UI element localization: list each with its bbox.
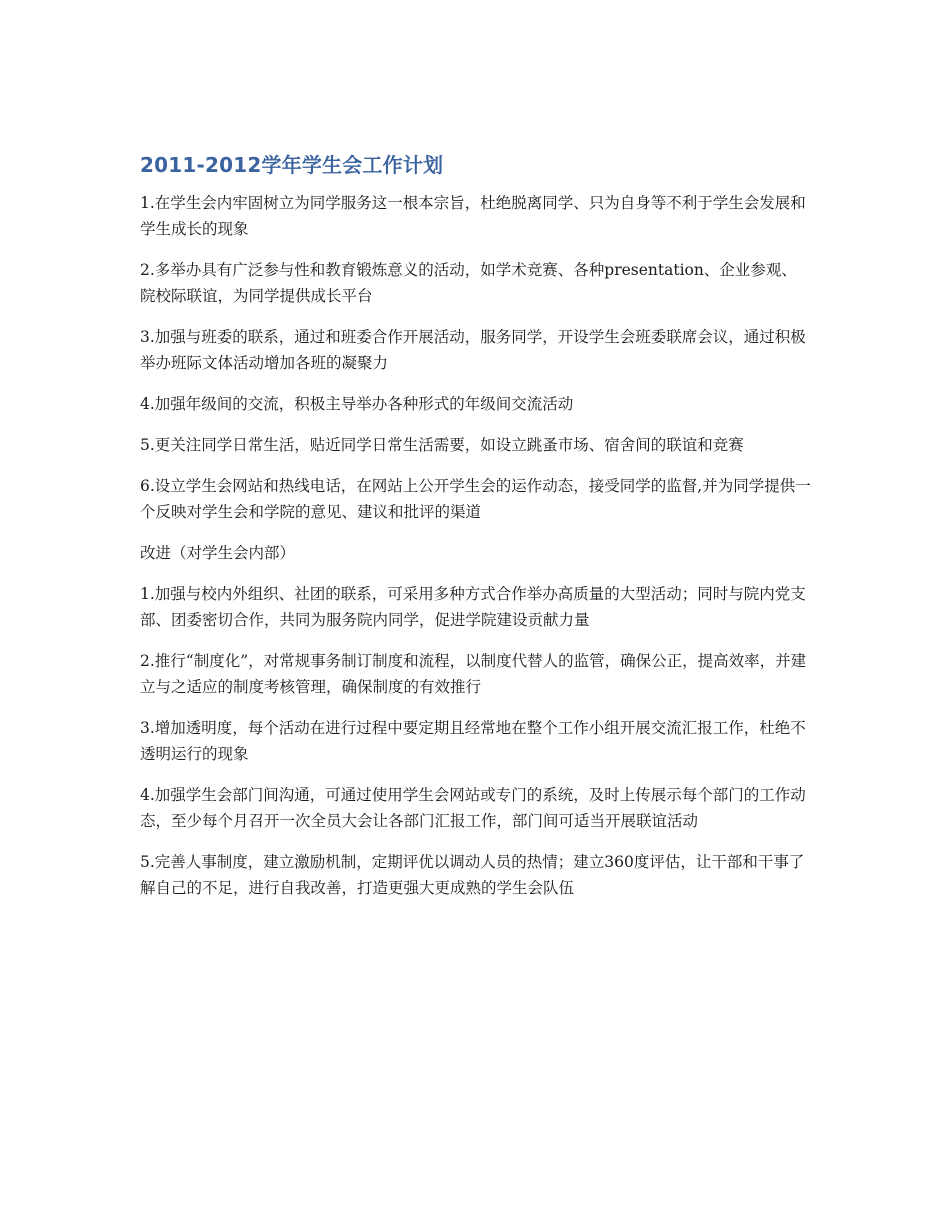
improvement-item-2: 2.推行“制度化”，对常规事务制订制度和流程，以制度代替人的监管，确保公正，提高效率，并建立与之适应的制度考核管理，确保制度的有效推行 <box>140 652 807 696</box>
improvement-item-1: 1.加强与校内外组织、社团的联系，可采用多种方式合作举办高质量的大型活动；同时与院内党支部、团委密切合作，共同为服务院内同学，促进学院建设贡献力量 <box>140 585 806 629</box>
document-title: 2011-2012学年学生会工作计划 <box>140 153 444 177</box>
plan-item-2: 2.多举办具有广泛参与性和教育锻炼意义的活动，如学术竞赛、各种presentation、企业参观、院校际联谊，为同学提供成长平台 <box>140 261 797 305</box>
improvement-item-4: 4.加强学生会部门间沟通，可通过使用学生会网站或专门的系统，及时上传展示每个部门的工作动态，至少每个月召开一次全员大会让各部门汇报工作，部门间可适当开展联谊活动 <box>140 786 806 830</box>
improvement-item-3: 3.增加透明度，每个活动在进行过程中要定期且经常地在整个工作小组开展交流汇报工作，杜绝不透明运行的现象 <box>140 719 806 763</box>
plan-item-4: 4.加强年级间的交流，积极主导举办各种形式的年级间交流活动 <box>140 395 574 413</box>
document-body <box>140 150 812 916</box>
plan-item-6: 6.设立学生会网站和热线电话，在网站上公开学生会的运作动态，接受同学的监督,并为同学提供一个反映对学生会和学院的意见、建议和批评的渠道 <box>140 477 811 521</box>
plan-item-3: 3.加强与班委的联系，通过和班委合作开展活动，服务同学，开设学生会班委联席会议，通过积极举办班际文体活动增加各班的凝聚力 <box>140 328 806 372</box>
improvement-heading: 改进（对学生会内部） <box>140 544 296 562</box>
improvement-item-5: 5.完善人事制度，建立激励机制，定期评优以调动人员的热情；建立360度评估，让干部和干事了解自己的不足，进行自我改善，打造更强大更成熟的学生会队伍 <box>140 853 805 897</box>
plan-item-1: 1.在学生会内牢固树立为同学服务这一根本宗旨，杜绝脱离同学、只为自身等不利于学生会发展和学生成长的现象 <box>140 194 806 238</box>
plan-item-5: 5.更关注同学日常生活，贴近同学日常生活需要，如设立跳蚤市场、宿舍间的联谊和竞赛 <box>140 436 744 454</box>
